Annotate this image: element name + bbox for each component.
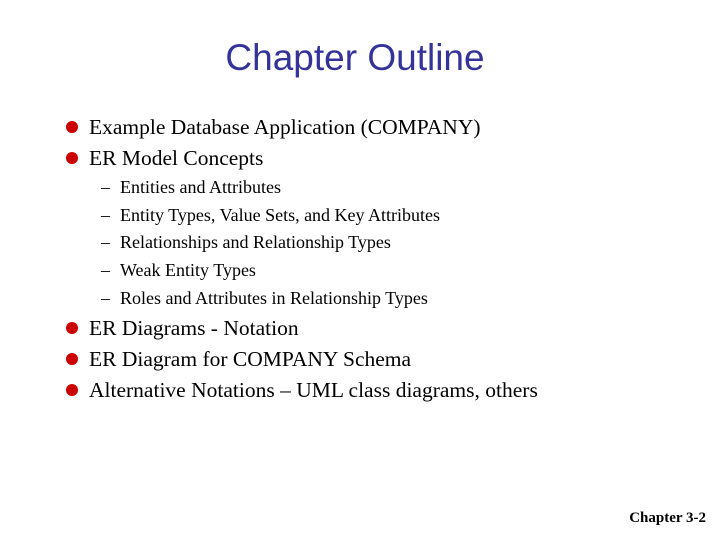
outline-item-text: Alternative Notations – UML class diagrams, others bbox=[89, 377, 538, 402]
dash-marker: – bbox=[101, 259, 110, 280]
outline-subitem bbox=[101, 258, 256, 282]
slide-footer: Chapter 3-2 bbox=[629, 510, 706, 526]
outline-subitem bbox=[101, 203, 440, 227]
bullet-dot-icon bbox=[66, 353, 78, 365]
outline-subitem bbox=[101, 175, 281, 199]
dash-marker: – bbox=[101, 176, 110, 197]
outline-subitem-text: Roles and Attributes in Relationship Types bbox=[120, 287, 428, 308]
outline-subitem bbox=[101, 286, 428, 310]
outline-subitem bbox=[101, 230, 391, 254]
slide-title: Chapter Outline bbox=[225, 37, 485, 78]
outline-item-text: ER Diagram for COMPANY Schema bbox=[89, 346, 412, 371]
outline-item bbox=[66, 314, 299, 342]
outline-item-text: ER Model Concepts bbox=[89, 145, 264, 170]
bullet-dot-icon bbox=[66, 384, 78, 396]
bullet-dot-icon bbox=[66, 121, 78, 133]
dash-marker: – bbox=[101, 287, 110, 308]
bullet-dot-icon bbox=[66, 322, 78, 334]
dash-marker: – bbox=[101, 231, 110, 252]
outline-subitem-text: Entities and Attributes bbox=[120, 176, 281, 197]
outline-item bbox=[66, 345, 411, 373]
dash-marker: – bbox=[101, 204, 110, 225]
outline-item bbox=[66, 376, 538, 404]
outline-subitem-text: Relationships and Relationship Types bbox=[120, 231, 391, 252]
outline-subitem-text: Entity Types, Value Sets, and Key Attributes bbox=[120, 204, 441, 225]
outline-item bbox=[66, 144, 263, 172]
outline-subitem-text: Weak Entity Types bbox=[120, 259, 256, 280]
outline-item-text: Example Database Application (COMPANY) bbox=[89, 114, 481, 139]
bullet-dot-icon bbox=[66, 152, 78, 164]
outline-item bbox=[66, 113, 481, 141]
outline-item-text: ER Diagrams - Notation bbox=[89, 315, 299, 340]
